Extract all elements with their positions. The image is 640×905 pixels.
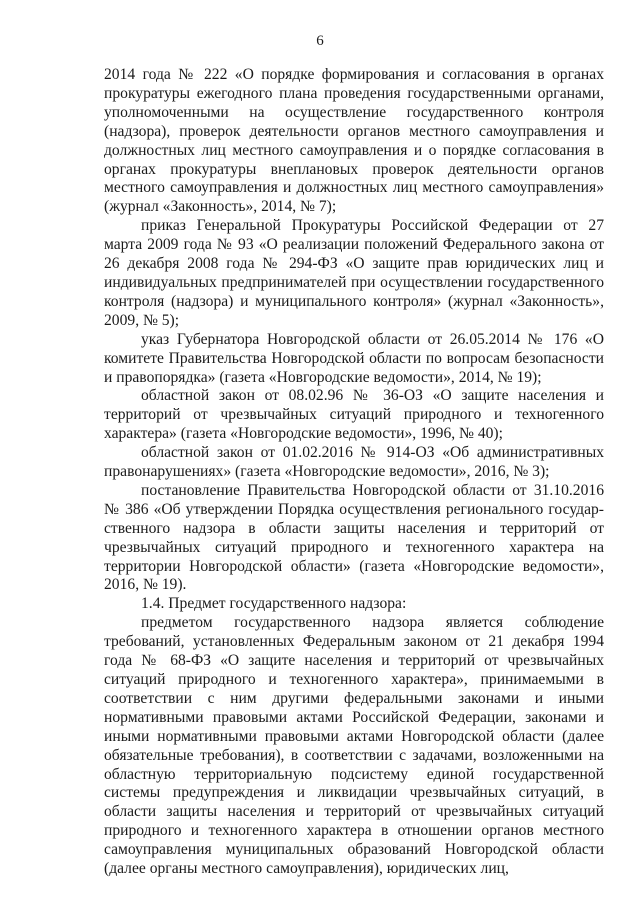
paragraph-regional-law-36: областной закон от 08.02.96 № 36-ОЗ «О защите населения и территорий от чрезвычайных ситуаций природного и техногенного характера» (газета «Новгородские ведомости», 1996, № 40); [104,387,604,443]
paragraph-regional-law-914: областной закон от 01.02.2016 № 914-ОЗ «Об административных правонарушениях» (газета «Новгородские ведомости», 2016, № 3); [104,444,604,481]
paragraph-order-continuation: 2014 года № 222 «О порядке формирования и согласования в органах прокуратуры ежегодного плана проведения государственными органами, уполномоченными на осуществление государственного контроля (надзора), проверок деятельности органов местного самоуправления и должностных лиц местного самоуправления и о порядке согласования в органах прокуратуры внеплановых проверок деятельности органов местного самоуправления и должностных лиц местного самоуправления» (журнал «Законность», 2014, № 7); [104,66,604,216]
paragraph-subject-of-supervision: предметом государственного надзора является соблюдение требований, установленных Федеральным законом от 21 декабря 1994 года № 68-ФЗ «О защите населения и территорий от чрезвычайных ситуаций природного и техногенного характера», принимаемыми в соответствии с ним другими федеральными законами и иными нормативными правовыми актами Российской Федерации, законами и иными нормативными правовыми актами Новгородской области (далее обязательные требования), в соответствии с задачами, возложенными на областную территориальную подсистему единой государственной системы предупреждения и ликвидации чрезвычайных ситуаций, в области защиты населения и территорий от чрезвычайных ситуаций природного и техногенного характера в отношении органов местного самоуправления муниципальных образований Новгородской области (далее органы местного самоуправления), юридических лиц, [104,614,604,878]
section-heading-1-4: 1.4. Предмет государственного надзора: [141,595,407,613]
paragraph-government-resolution: постановление Правительства Новгородской области от 31.10.2016 № 386 «Об утверждении Порядка осуществления регионального государственного надзора в области защиты населения и территорий от чрезвычайных ситуаций природного и техногенного характера на территории Новгородской области» (газета «Новгородские ведомости», 2016, № 19). [104,481,604,594]
document-body [104,66,604,879]
paragraph-governor-decree: указ Губернатора Новгородской области от 26.05.2014 № 176 «О комитете Правительства Новгородской области по вопросам безопасности и правопорядка» (газета «Новгородские ведомости», 2014, № 19); [104,330,604,386]
paragraph-prosecutor-order: приказ Генеральной Прокуратуры Российской Федерации от 27 марта 2009 года № 93 «О реализации положений Федерального закона от 26 декабря 2008 года № 294-ФЗ «О защите прав юридических лиц и индивидуальных предпринимателей при осуществлении государственного контроля (надзора) и муниципального контроля» (журнал «Законность», 2009, № 5); [104,217,604,329]
page-number: 6 [316,33,324,49]
